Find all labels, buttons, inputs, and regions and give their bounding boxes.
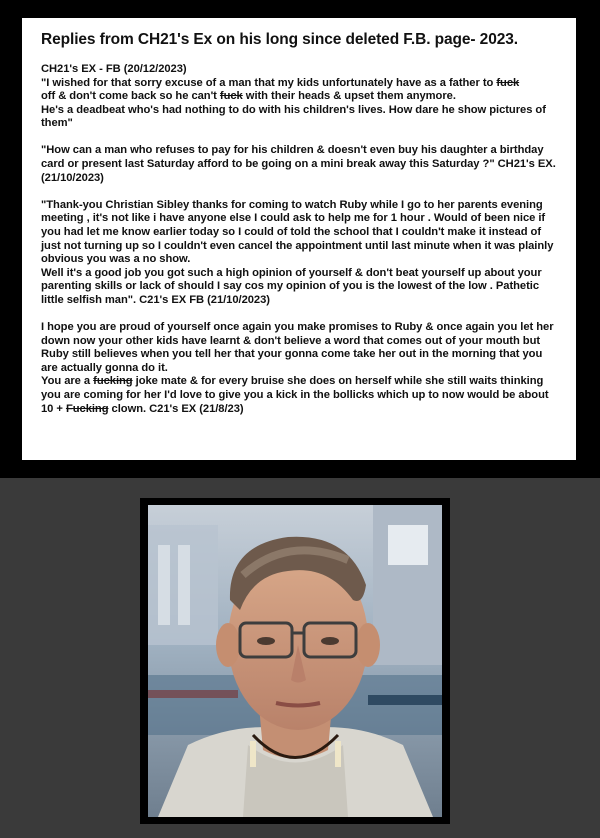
quote-4-text-d: clown. C21's EX (21/8/23)	[108, 402, 244, 415]
bottom-section	[0, 478, 600, 838]
quote-4-text-a: I hope you are proud of yourself once again you make promises to Ruby & once again you let her down now your other kids have learnt & don't believe a word that comes out of your mouth but Ruby still believes when you tell her that your gonna come take her out in the morning that you are actually gonna do it.	[41, 321, 554, 374]
quote-4-text-b: You are a	[41, 375, 94, 388]
quote-4-text-c: joke mate & for every bruise she does on herself while she still waits thinking you are coming for her I'd love to give you a kick in the bollicks which up to now would be about 10 +	[41, 375, 549, 415]
quote-1-text-a: "I wished for that sorry excuse of a man that my kids unfortunately have as a father to	[41, 76, 497, 89]
quote-1	[41, 63, 560, 131]
page-title: Replies from CH21's Ex on his long since deleted F.B. page- 2023.	[41, 31, 518, 48]
text-card	[22, 18, 576, 460]
portrait-photo	[148, 505, 442, 817]
redacted-word-3: fucking	[93, 375, 133, 388]
quote-1-text-d: He's a deadbeat who's had nothing to do with his children's lives. How dare he show pictures of them"	[41, 103, 546, 130]
quote-2: "How can a man who refuses to pay for his children & doesn't even buy his daughter a birthday card or present last Saturday afford to be going on a mini break away this Saturday ?" CH21's EX. (21/10/2023)	[41, 144, 556, 184]
redacted-word-1: fuck	[496, 76, 520, 89]
quote-3	[41, 199, 560, 308]
quote-3-text-b: Well it's a good job you got such a high opinion of yourself & don't beat yourself up about your parenting skills or lack of should I say cos my opinion of you is the lowest of the low . Pathetic little selfish man". C21's EX FB (21/10/2023)	[41, 266, 542, 306]
redacted-word-4: Fucking	[65, 402, 109, 415]
quote-4	[41, 321, 560, 416]
photo-frame	[140, 498, 450, 824]
quote-3-text-a: "Thank-you Christian Sibley thanks for coming to watch Ruby while I go to her parents evening meeting , it's not like i have anyone else I could ask to help me for 1 hour . Would of been nice if you had let me know earlier today so I could of told the school that I couldn't make it instead of just not turning up so I couldn't even cancel the appointment until last minute when it was plainly obvious you was a no show.	[41, 198, 554, 266]
redacted-word-2: fuck	[219, 90, 243, 103]
portrait-illustration	[148, 505, 442, 817]
quote-1-text-b: off & don't come back so he can't	[41, 90, 220, 103]
quote-1-text-c: with their heads & upset them anymore.	[242, 90, 456, 103]
quote-1-header: CH21's EX - FB (20/12/2023)	[41, 63, 187, 75]
